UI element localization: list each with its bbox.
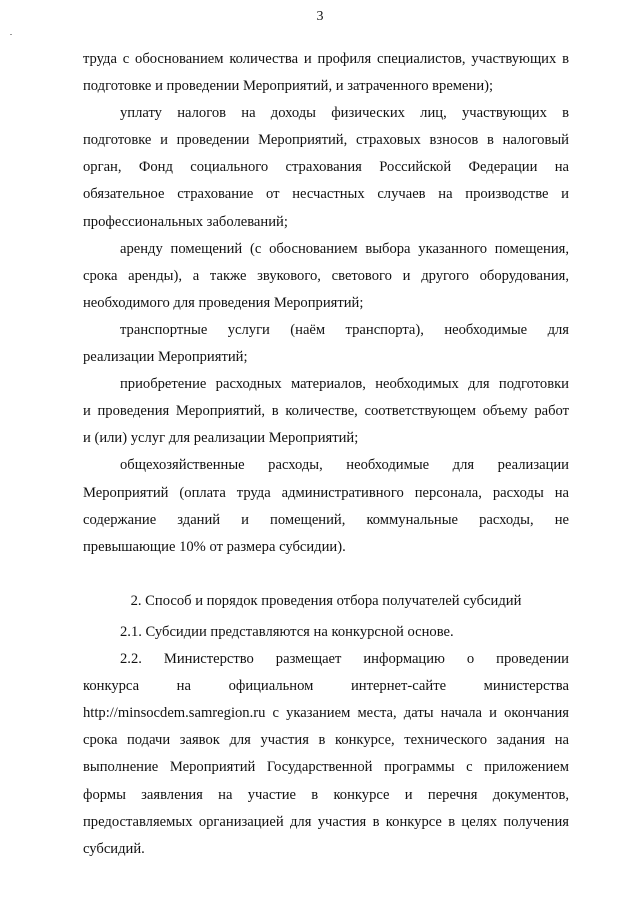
text-line: обязательное страхование от несчастных случаев на производстве и (83, 186, 569, 203)
text-line: субсидий. (83, 840, 145, 857)
text-line: и проведения Мероприятий, в количестве, соответствующем объему работ (83, 403, 569, 420)
text-line: содержание зданий и помещений, коммунальные расходы, не (83, 511, 569, 528)
text-line: конкурса на официальном интернет-сайте министерства (83, 678, 569, 695)
text-line: транспортные услуги (наём транспорта), необходимые для (120, 321, 569, 338)
text-line: подготовке и проведении Мероприятий, страховых взносов в налоговый (83, 132, 569, 149)
text-line: превышающие 10% от размера субсидии). (83, 538, 346, 555)
text-line: реализации Мероприятий; (83, 349, 248, 366)
text-line: орган, Фонд социального страхования Российской Федерации на (83, 159, 569, 176)
text-line: http://minsocdem.samregion.ru с указанием места, даты начала и окончания (83, 705, 569, 722)
text-line: формы заявления на участие в конкурсе и перечня документов, (83, 786, 569, 803)
text-line: общехозяйственные расходы, необходимые для реализации (120, 457, 569, 474)
text-line: срока подачи заявок для участия в конкурсе, технического задания на (83, 732, 569, 749)
text-line: выполнение Мероприятий Государственной программы с приложением (83, 759, 569, 776)
text-line: 2.2. Министерство размещает информацию о проведении (120, 651, 569, 668)
section-heading: 2. Способ и порядок проведения отбора получателей субсидий (130, 592, 522, 609)
text-line: аренду помещений (с обоснованием выбора указанного помещения, (120, 240, 569, 257)
text-line: предоставляемых организацией для участия в конкурсе в целях получения (83, 813, 569, 830)
text-line: Мероприятий (оплата труда административного персонала, расходы на (83, 484, 569, 501)
text-line: 2.1. Субсидии представляются на конкурсной основе. (120, 623, 454, 640)
text-line: необходимого для проведения Мероприятий; (83, 294, 364, 311)
margin-mark (10, 34, 12, 35)
expense-list (83, 46, 569, 561)
document-body (83, 46, 569, 863)
text-line: и (или) услуг для реализации Мероприятий; (83, 430, 359, 447)
page-number: 3 (316, 9, 324, 24)
text-line: приобретение расходных материалов, необходимых для подготовки (120, 376, 569, 393)
text-line: уплату налогов на доходы физических лиц, участвующих в (120, 105, 569, 122)
text-line: профессиональных заболеваний; (83, 213, 288, 230)
section-spacer (83, 561, 569, 588)
section-2-body (83, 619, 569, 863)
text-line: срока аренды), а также звукового, светового и другого оборудования, (83, 267, 569, 284)
text-line: труда с обоснованием количества и профиля специалистов, участвующих в (83, 51, 569, 67)
text-line: подготовке и проведении Мероприятий, и затраченного времени); (83, 78, 494, 95)
